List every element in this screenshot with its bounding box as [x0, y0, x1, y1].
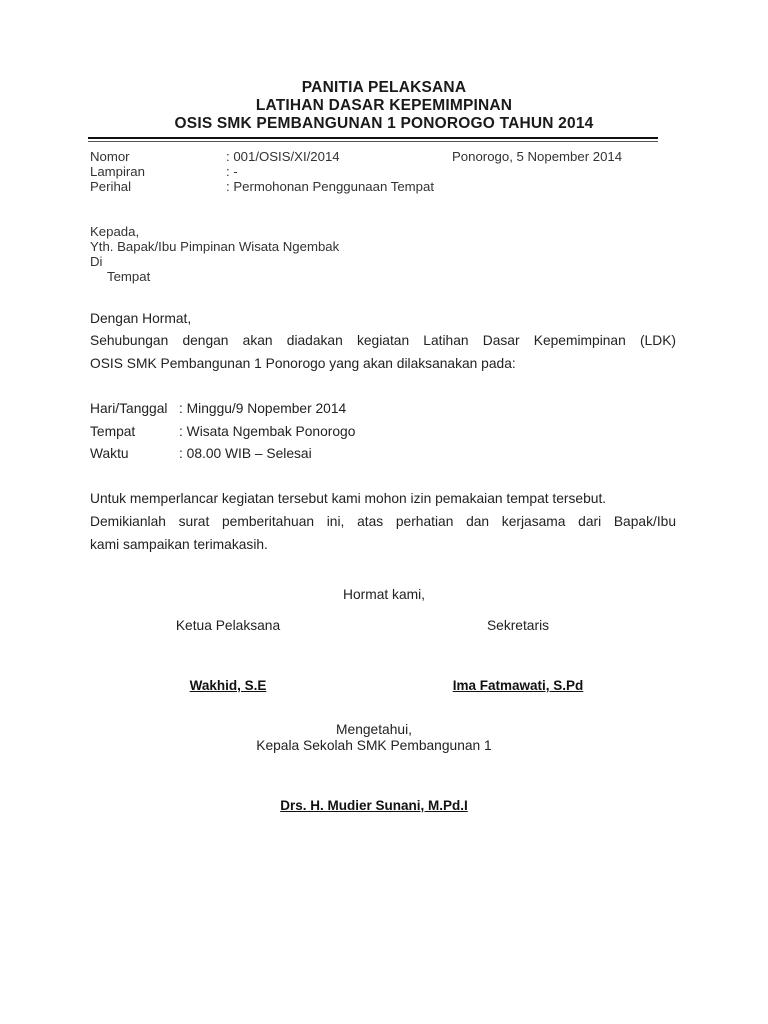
- detail-label-time: Waktu: [90, 446, 129, 461]
- header-divider: [88, 137, 658, 142]
- signature-chairman-name: Wakhid, S.E: [189, 678, 267, 693]
- detail-label-place: Tempat: [90, 424, 136, 439]
- role-secretary: Sekretaris: [486, 618, 550, 633]
- detail-value-place: : Wisata Ngembak Ponorogo: [179, 424, 356, 439]
- recipient-kepada: Kepada,: [90, 224, 140, 239]
- recipient-name: Yth. Bapak/Ibu Pimpinan Wisata Ngembak: [90, 239, 340, 254]
- headmaster-role: Kepala Sekolah SMK Pembangunan 1: [256, 738, 492, 753]
- detail-value-date: : Minggu/9 Nopember 2014: [179, 401, 347, 416]
- mengetahui: Mengetahui,: [336, 722, 412, 737]
- place-date: Ponorogo, 5 Nopember 2014: [452, 149, 623, 164]
- detail-value-time: : 08.00 WIB – Selesai: [179, 446, 312, 461]
- nomor-label: Nomor: [90, 149, 130, 164]
- header-organization: OSIS SMK PEMBANGUNAN 1 PONOROGO TAHUN 2014: [174, 115, 594, 132]
- lampiran-value: : -: [226, 164, 238, 179]
- paragraph-2: Untuk memperlancar kegiatan tersebut kami mohon izin pemakaian tempat tersebut.: [90, 491, 607, 506]
- greeting: Dengan Hormat,: [90, 311, 192, 326]
- closing-hormat: Hormat kami,: [342, 587, 426, 602]
- signature-secretary-name: Ima Fatmawati, S.Pd: [452, 678, 584, 693]
- header-committee: PANITIA PELAKSANA: [301, 79, 467, 96]
- role-chairman: Ketua Pelaksana: [175, 618, 281, 633]
- signature-headmaster-name: Drs. H. Mudier Sunani, M.Pd.I: [280, 798, 468, 813]
- paragraph-1-line-2: OSIS SMK Pembangunan 1 Ponorogo yang akan dilaksanakan pada:: [90, 356, 516, 371]
- paragraph-3-line-1: Demikianlah surat pemberitahuan ini, atas perhatian dan kerjasama dari Bapak/Ibu: [90, 514, 676, 529]
- paragraph-3-line-2: kami sampaikan terimakasih.: [90, 537, 268, 552]
- nomor-value: : 001/OSIS/XI/2014: [226, 149, 340, 164]
- header-event: LATIHAN DASAR KEPEMIMPINAN: [255, 97, 513, 114]
- lampiran-label: Lampiran: [90, 164, 145, 179]
- perihal-value: : Permohonan Penggunaan Tempat: [226, 179, 434, 194]
- recipient-tempat: Tempat: [107, 269, 151, 284]
- detail-label-date: Hari/Tanggal: [90, 401, 168, 416]
- paragraph-1-line-1: Sehubungan dengan akan diadakan kegiatan Latihan Dasar Kepemimpinan (LDK): [90, 333, 676, 348]
- perihal-label: Perihal: [90, 179, 132, 194]
- recipient-di: Di: [90, 254, 103, 269]
